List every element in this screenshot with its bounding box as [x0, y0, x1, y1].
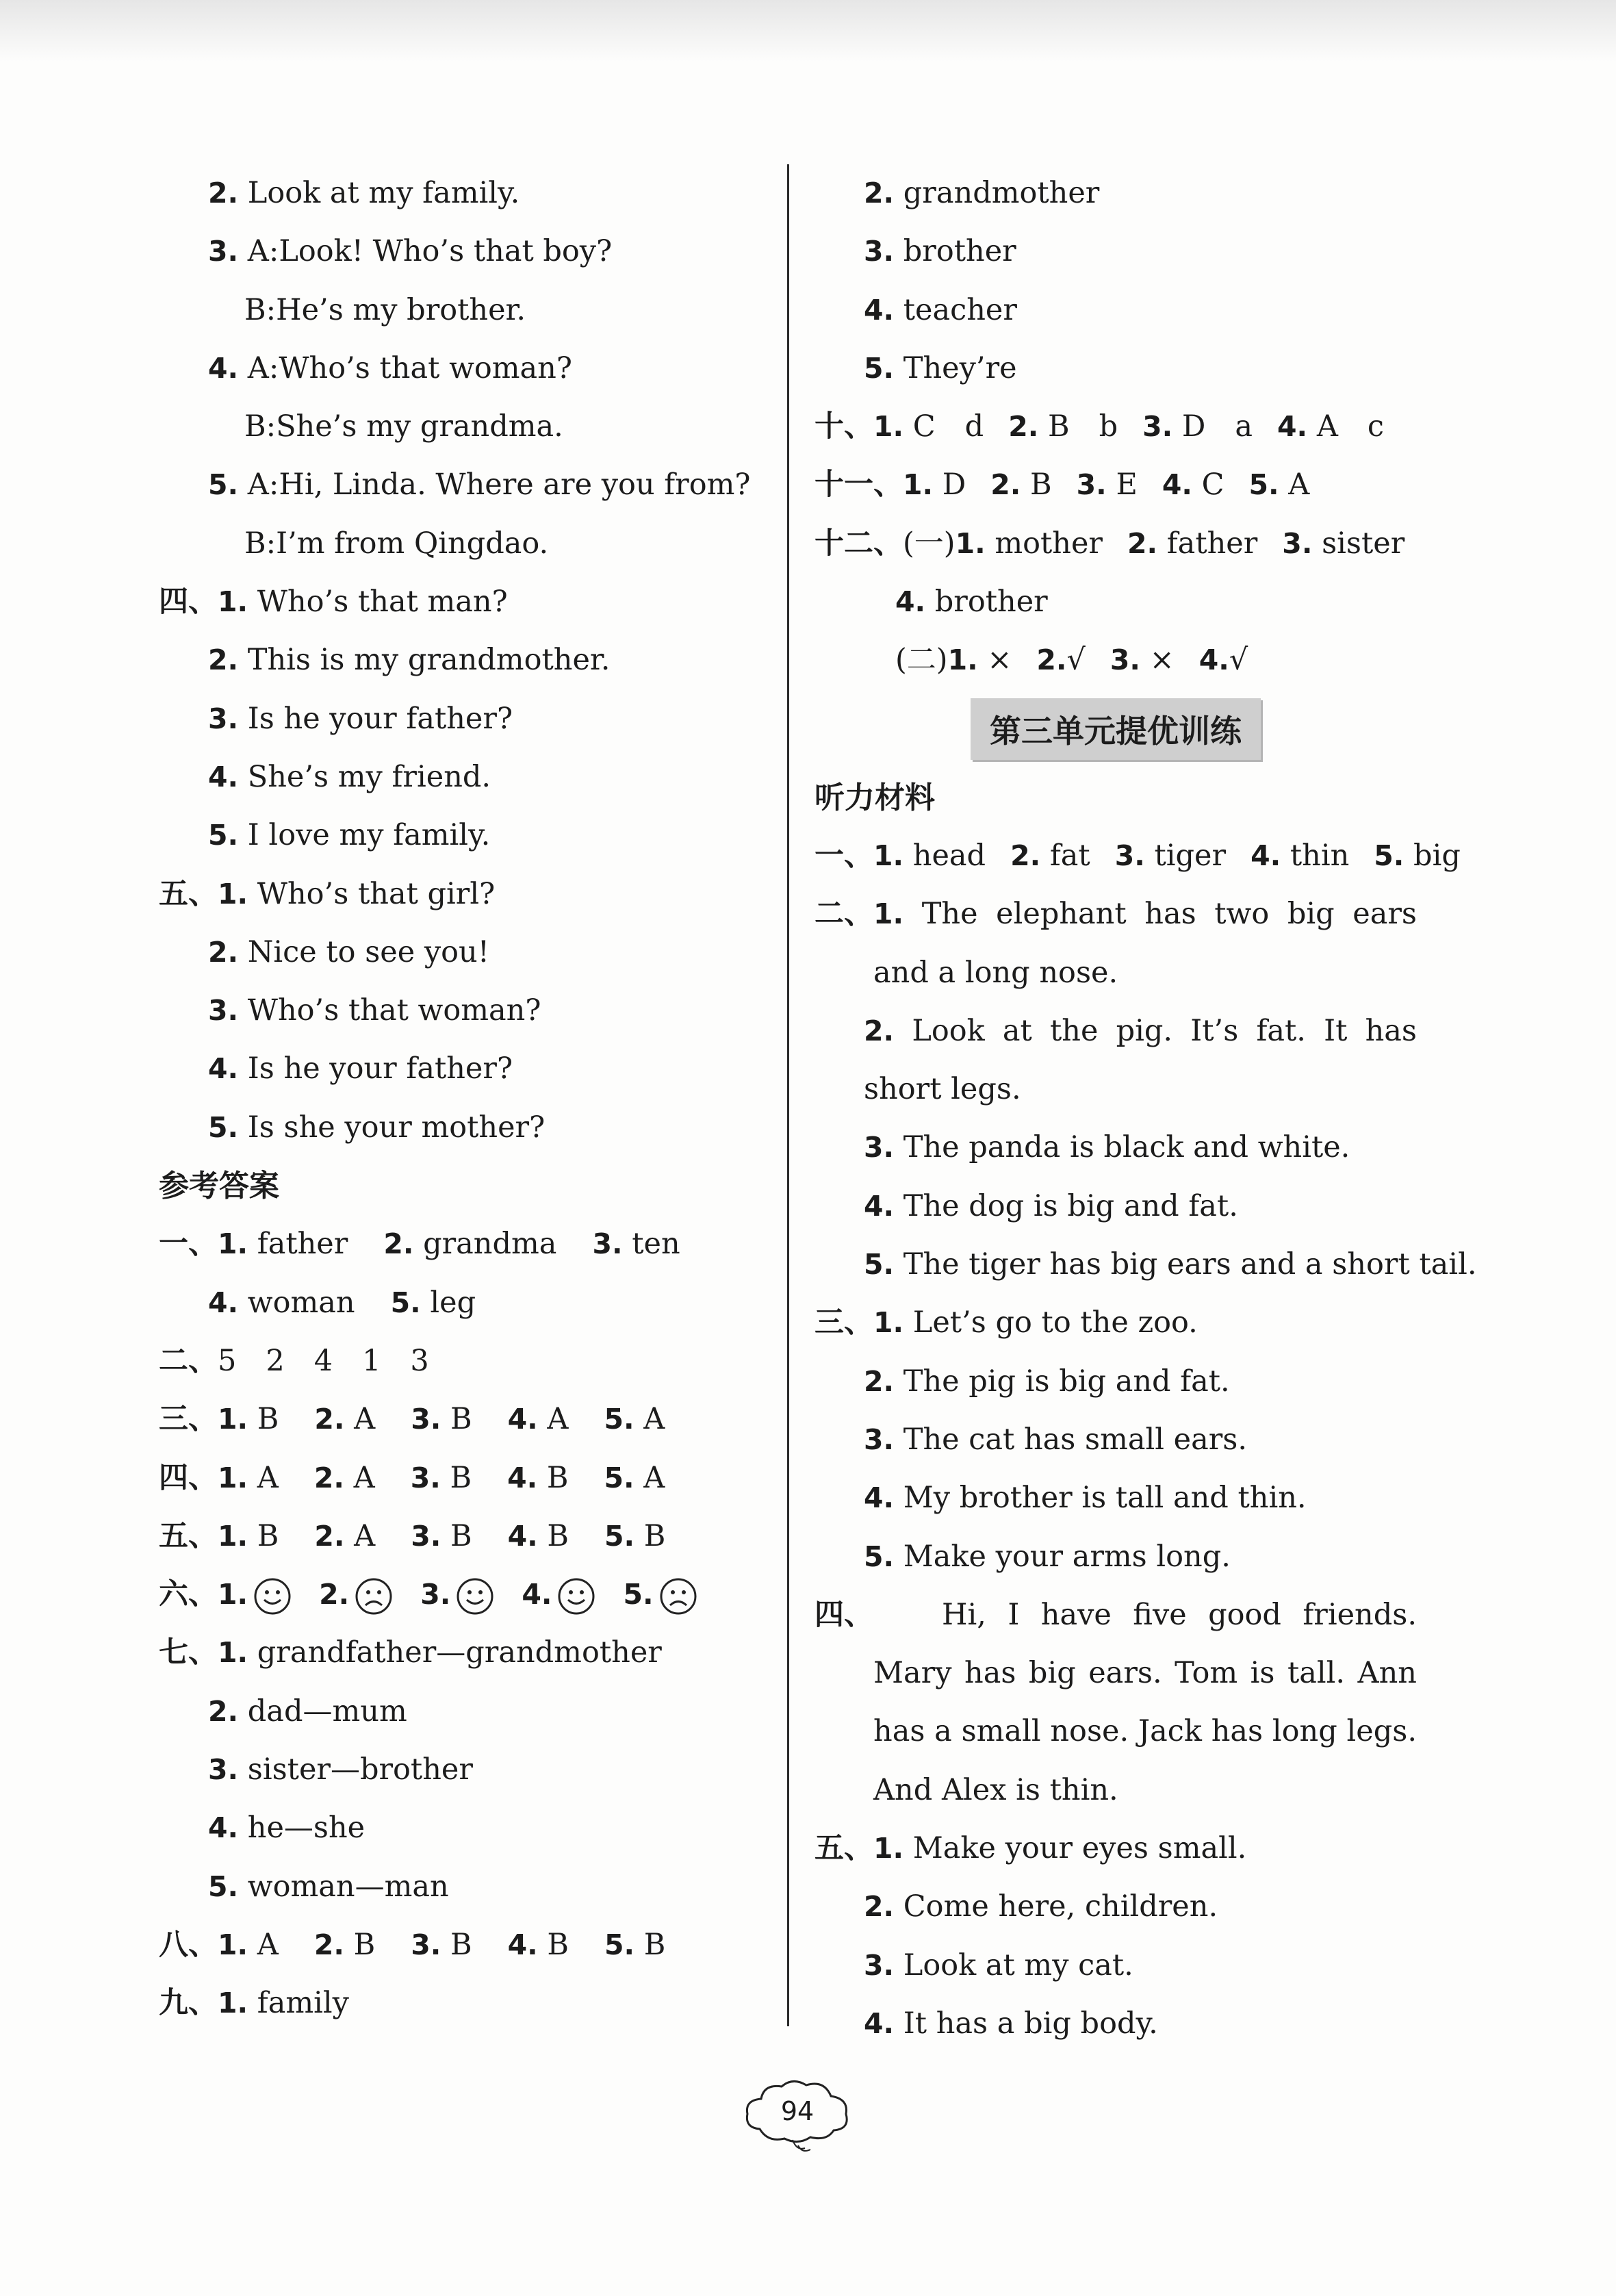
- answer-6: 六、1. 2. 3. 4. 5.: [159, 1566, 761, 1624]
- happy-face-icon: [557, 1577, 595, 1616]
- line: 5. I love my family.: [208, 818, 491, 853]
- sad-face-icon: [659, 1577, 697, 1616]
- unit-title: 第三单元提优训练: [971, 698, 1261, 760]
- line: 2. This is my grandmother.: [208, 643, 611, 678]
- line: 4. woman 5. leg: [208, 1285, 476, 1320]
- answer-8: 八、1. A 2. B 3. B 4. B 5. B: [159, 1927, 666, 1962]
- line: 5. Make your arms long.: [864, 1539, 1231, 1574]
- line: 4. Is he your father?: [208, 1051, 513, 1086]
- line: 3. The panda is black and white.: [864, 1130, 1350, 1165]
- line: 2. The pig is big and fat.: [864, 1364, 1230, 1399]
- answer-5: 五、1. B 2. A 3. B 4. B 5. B: [159, 1518, 666, 1553]
- line: B:He’s my brother.: [244, 292, 526, 327]
- line: 2. dad—mum: [208, 1694, 407, 1729]
- line: 2. Look at my family.: [208, 176, 520, 210]
- page-number: 94: [780, 2096, 815, 2126]
- line: 4. The dog is big and fat.: [864, 1188, 1238, 1223]
- line: 3. Look at my cat.: [864, 1948, 1133, 1982]
- line: 5. A:Hi, Linda. Where are you from?: [208, 468, 751, 502]
- unit-banner: [815, 690, 1417, 769]
- line: 2. grandmother: [864, 176, 1100, 210]
- answer-9: 九、1. family: [159, 1986, 349, 2021]
- line: 3. Is he your father?: [208, 701, 513, 736]
- line: 4. She’s my friend.: [208, 759, 491, 794]
- line: 2. Come here, children.: [864, 1889, 1218, 1924]
- line: 5. Is she your mother?: [208, 1110, 546, 1145]
- line: 4. teacher: [864, 292, 1017, 327]
- answer-7: 七、1. grandfather—grandmother: [159, 1635, 662, 1670]
- unit-q4: 四、 Hi, I have five good friends. Mary has big ears. Tom is tall. Ann has a small nose. Jack has long legs. And Alex is thin.: [815, 1597, 1417, 1807]
- line: (二)1. × 2.√ 3. × 4.√: [895, 643, 1248, 678]
- answer-11: 十一、1. D 2. B 3. E 4. C 5. A: [815, 468, 1310, 502]
- left-column: [159, 164, 761, 2033]
- line: 3. A:Look! Who’s that boy?: [208, 234, 613, 269]
- answer-2: 二、5 2 4 1 3: [159, 1343, 429, 1378]
- unit-q1: 一、1. head 2. fat 3. tiger 4. thin 5. big: [815, 838, 1461, 873]
- line: 3. brother: [864, 234, 1016, 269]
- listening-heading: 听力材料: [815, 780, 935, 815]
- answer-1: 一、1. father 2. grandma 3. ten: [159, 1227, 680, 1262]
- column-divider: [787, 164, 789, 2026]
- answer-10: 十、1. C d 2. B b 3. D a 4. A c: [815, 409, 1384, 444]
- sad-face-icon: [355, 1577, 393, 1616]
- line: 2. Nice to see you!: [208, 934, 489, 969]
- unit-q5: 五、1. Make your eyes small.: [815, 1831, 1247, 1866]
- line: 4. he—she: [208, 1811, 365, 1846]
- answer-12: 十二、(一)1. mother 2. father 3. sister: [815, 526, 1405, 561]
- section-5: 五、1. Who’s that girl?: [159, 876, 496, 911]
- line: 3. The cat has small ears.: [864, 1422, 1248, 1457]
- happy-face-icon: [253, 1577, 292, 1616]
- line: 3. sister—brother: [208, 1752, 473, 1787]
- line: 5. They’re: [864, 350, 1017, 385]
- happy-face-icon: [456, 1577, 494, 1616]
- line: 5. The tiger has big ears and a short tail.: [864, 1247, 1477, 1282]
- unit-q2-item1: 二、 1. The elephant has two big ears and a long nose.: [815, 897, 1417, 990]
- section-4: 四、1. Who’s that man?: [159, 585, 508, 620]
- page-number-badge: [739, 2074, 856, 2156]
- answer-4: 四、1. A 2. A 3. B 4. B 5. A: [159, 1460, 665, 1495]
- unit-q3: 三、1. Let’s go to the zoo.: [815, 1305, 1198, 1340]
- line: 4. My brother is tall and thin.: [864, 1481, 1307, 1516]
- line: 4. A:Who’s that woman?: [208, 350, 572, 385]
- line: B:She’s my grandma.: [244, 409, 563, 444]
- line: 3. Who’s that woman?: [208, 993, 541, 1028]
- line: 4. brother: [895, 585, 1048, 620]
- right-column: [815, 164, 1477, 2053]
- answers-heading: 参考答案: [159, 1169, 279, 1204]
- line: B:I’m from Qingdao.: [244, 526, 549, 561]
- scan-shadow: [0, 0, 1616, 62]
- line: 4. It has a big body.: [864, 2006, 1158, 2041]
- unit-q2-item2: 2. Look at the pig. It’s fat. It has short legs.: [864, 1013, 1418, 1107]
- answer-3: 三、1. B 2. A 3. B 4. A 5. A: [159, 1402, 665, 1437]
- line: 5. woman—man: [208, 1869, 449, 1904]
